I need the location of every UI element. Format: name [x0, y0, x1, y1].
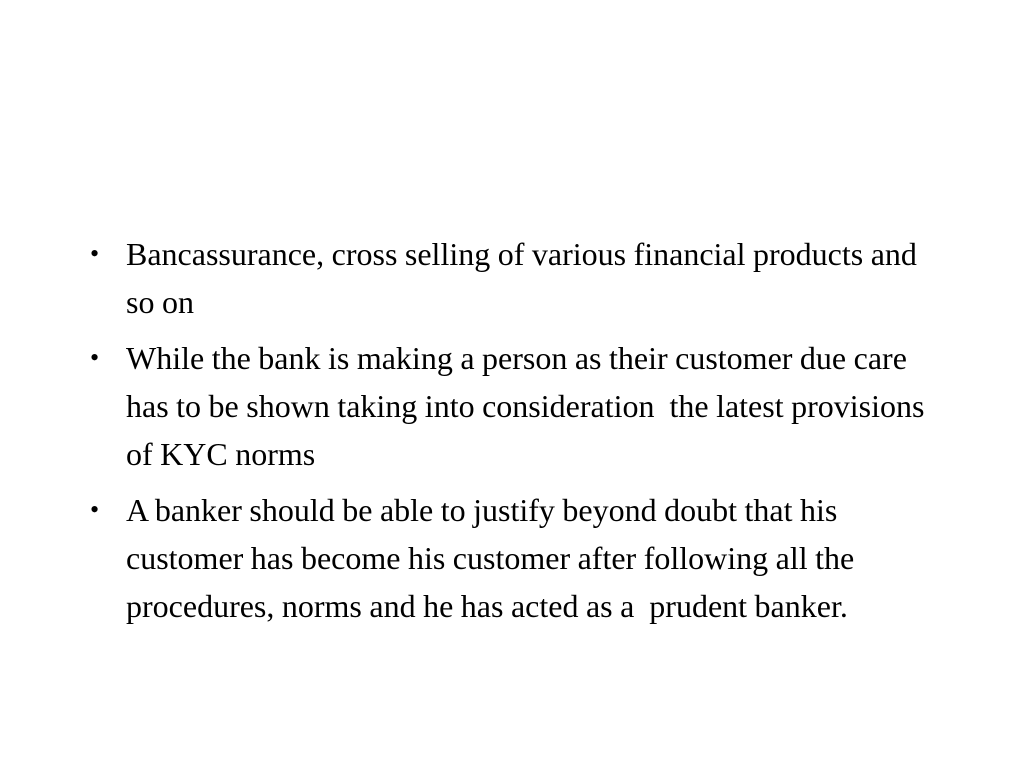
bullet-marker: •: [90, 495, 100, 524]
bullet-text: While the bank is making a person as their customer due care has to be shown taking into consideration the latest provisions of KYC norms: [126, 340, 932, 472]
bullet-item: [86, 230, 946, 326]
bullet-marker: •: [90, 239, 100, 268]
bullet-list: [86, 230, 946, 638]
bullet-item: [86, 486, 946, 630]
bullet-item: [86, 334, 946, 478]
bullet-text: Bancassurance, cross selling of various financial products and so on: [126, 236, 925, 320]
bullet-marker: •: [90, 343, 100, 372]
bullet-text: A banker should be able to justify beyond doubt that his customer has become his customer after following all the procedures, norms and he has acted as a prudent banker.: [126, 492, 862, 624]
